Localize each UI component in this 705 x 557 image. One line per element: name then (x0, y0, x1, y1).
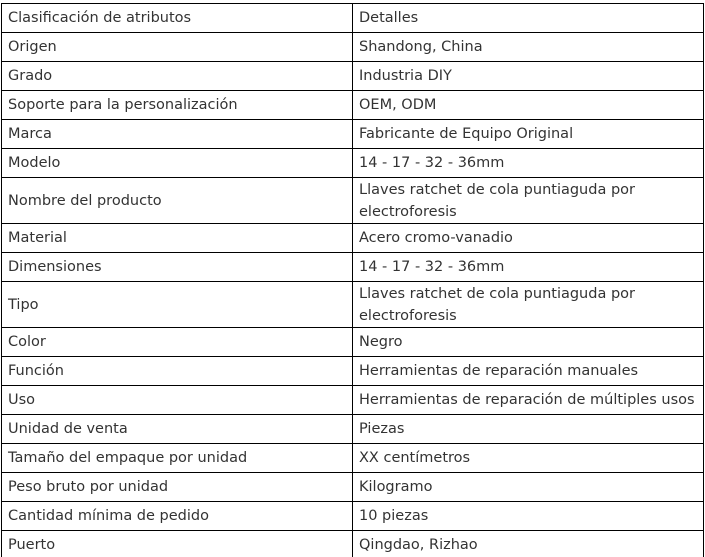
attribute-name-cell: Modelo (2, 149, 353, 178)
table-row (2, 253, 704, 282)
attribute-detail-cell: Qingdao, Rizhao (353, 531, 704, 557)
table-row (2, 178, 704, 224)
attribute-name-cell: Peso bruto por unidad (2, 473, 353, 502)
table-row (2, 415, 704, 444)
attribute-detail-cell: Industria DIY (353, 62, 704, 91)
table-row (2, 502, 704, 531)
attribute-name-cell: Origen (2, 33, 353, 62)
attribute-detail-cell: Piezas (353, 415, 704, 444)
table-row (2, 357, 704, 386)
attribute-name-cell: Material (2, 224, 353, 253)
attribute-detail-cell: Herramientas de reparación manuales (353, 357, 704, 386)
attribute-detail-cell: Acero cromo-vanadio (353, 224, 704, 253)
attribute-name-cell: Función (2, 357, 353, 386)
table-row (2, 386, 704, 415)
table-row (2, 282, 704, 328)
attribute-detail-cell: 10 piezas (353, 502, 704, 531)
table-row (2, 531, 704, 557)
table-row (2, 33, 704, 62)
attribute-detail-cell: Negro (353, 328, 704, 357)
attribute-detail-cell: Fabricante de Equipo Original (353, 120, 704, 149)
attribute-detail-cell: Detalles (353, 4, 704, 33)
attribute-detail-cell: XX centímetros (353, 444, 704, 473)
attributes-table (1, 3, 704, 557)
attribute-detail-cell: Llaves ratchet de cola puntiaguda por electroforesis (353, 282, 704, 328)
table-row (2, 120, 704, 149)
attribute-detail-cell: Llaves ratchet de cola puntiaguda por electroforesis (353, 178, 704, 224)
attribute-detail-cell: Shandong, China (353, 33, 704, 62)
attribute-name-cell: Tamaño del empaque por unidad (2, 444, 353, 473)
attribute-detail-cell: 14 - 17 - 32 - 36mm (353, 149, 704, 178)
table-row (2, 149, 704, 178)
attribute-name-cell: Unidad de venta (2, 415, 353, 444)
attribute-name-cell: Tipo (2, 282, 353, 328)
attribute-name-cell: Marca (2, 120, 353, 149)
table-row (2, 62, 704, 91)
attribute-detail-cell: Herramientas de reparación de múltiples usos (353, 386, 704, 415)
table-row (2, 91, 704, 120)
table-row (2, 328, 704, 357)
attribute-detail-cell: 14 - 17 - 32 - 36mm (353, 253, 704, 282)
attribute-name-cell: Color (2, 328, 353, 357)
attribute-detail-cell: Kilogramo (353, 473, 704, 502)
attribute-name-cell: Nombre del producto (2, 178, 353, 224)
attribute-name-cell: Uso (2, 386, 353, 415)
table-row (2, 224, 704, 253)
table-row (2, 444, 704, 473)
attribute-name-cell: Soporte para la personalización (2, 91, 353, 120)
table-row (2, 4, 704, 33)
attribute-name-cell: Grado (2, 62, 353, 91)
attribute-name-cell: Dimensiones (2, 253, 353, 282)
table-row (2, 473, 704, 502)
attributes-table-body (2, 4, 704, 557)
attribute-detail-cell: OEM, ODM (353, 91, 704, 120)
attribute-name-cell: Puerto (2, 531, 353, 557)
attribute-name-cell: Cantidad mínima de pedido (2, 502, 353, 531)
attribute-name-cell: Clasificación de atributos (2, 4, 353, 33)
